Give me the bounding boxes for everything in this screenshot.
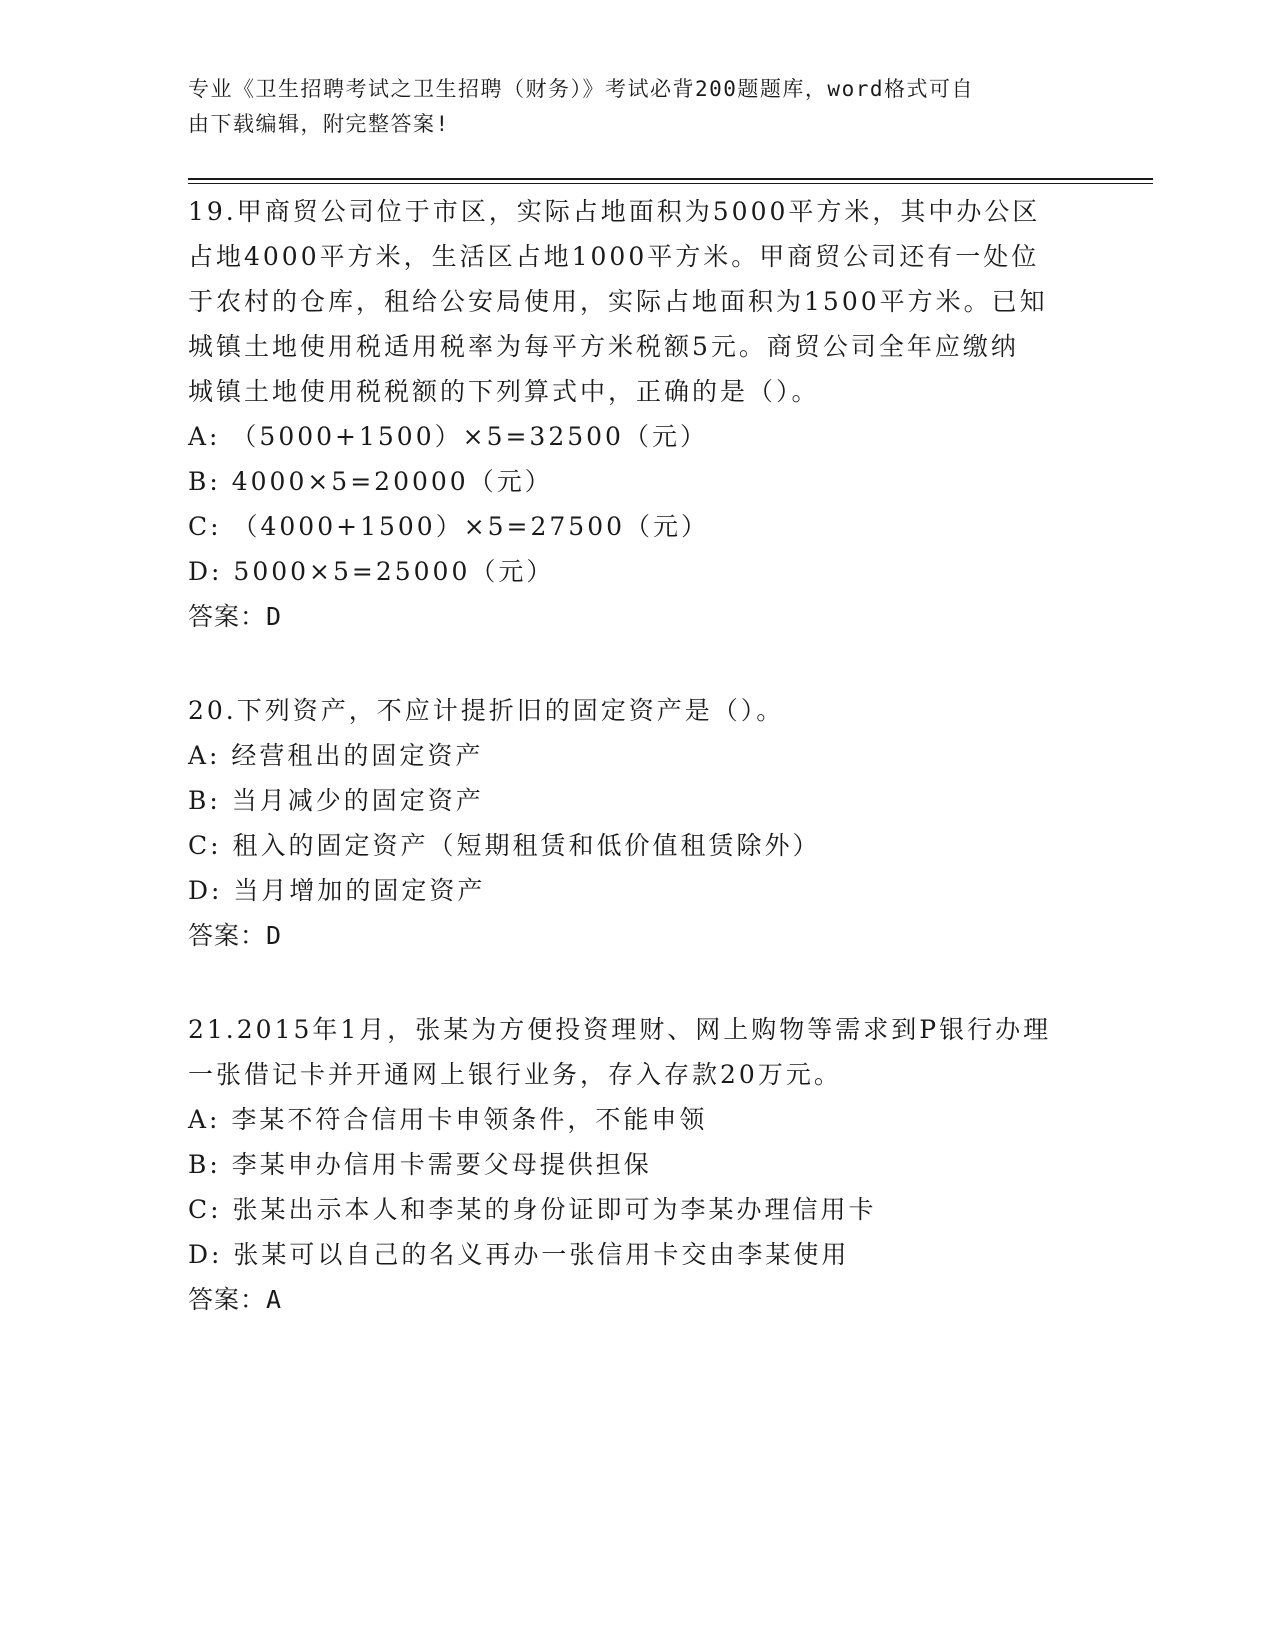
header-line-1: 专业《卫生招聘考试之卫生招聘（财务）》考试必背200题题库，word格式可自 [188, 77, 974, 101]
option-c: C: （4000+1500）×5=27500（元） [188, 512, 710, 541]
question-19 [188, 189, 1088, 640]
option-b: B: 李某申办信用卡需要父母提供担保 [188, 1150, 652, 1179]
header-divider-thick [188, 178, 1153, 180]
question-stem-line: 一张借记卡并开通网上银行业务，存入存款20万元。 [188, 1060, 842, 1089]
header-line-2: 由下载编辑，附完整答案! [188, 112, 450, 136]
option-d: D: 当月增加的固定资产 [188, 876, 486, 905]
question-stem-line: 20.下列资产，不应计提折旧的固定资产是（）。 [188, 696, 785, 725]
answer-line: 答案：D [188, 921, 283, 950]
question-stem-line: 城镇土地使用税适用税率为每平方米税额5元。商贸公司全年应缴纳 [188, 332, 1019, 361]
question-21 [188, 1007, 1088, 1323]
question-20 [188, 688, 1088, 959]
option-a: A: （5000+1500）×5=32500（元） [188, 422, 708, 451]
answer-line: 答案：A [188, 1285, 283, 1314]
option-d: D: 张某可以自己的名义再办一张信用卡交由李某使用 [188, 1240, 850, 1269]
option-d: D: 5000×5=25000（元） [188, 557, 555, 586]
answer-line: 答案：D [188, 602, 283, 631]
option-c: C: 张某出示本人和李某的身份证即可为李某办理信用卡 [188, 1195, 877, 1224]
question-stem-line: 城镇土地使用税税额的下列算式中，正确的是（）。 [188, 377, 820, 406]
header-divider-thin [188, 183, 1153, 184]
option-a: A: 经营租出的固定资产 [188, 741, 484, 770]
option-a: A: 李某不符合信用卡申领条件，不能申领 [188, 1105, 708, 1134]
option-b: B: 4000×5=20000（元） [188, 467, 553, 496]
question-stem-line: 于农村的仓库，租给公安局使用，实际占地面积为1500平方米。已知 [188, 287, 1048, 316]
question-stem-line: 21.2015年1月，张某为方便投资理财、网上购物等需求到P银行办理 [188, 1015, 1052, 1044]
document-header [188, 72, 1068, 142]
question-stem-line: 占地4000平方米，生活区占地1000平方米。甲商贸公司还有一处位 [188, 242, 1040, 271]
question-stem-line: 19.甲商贸公司位于市区，实际占地面积为5000平方米，其中办公区 [188, 197, 1041, 226]
option-c: C: 租入的固定资产（短期租赁和低价值租赁除外） [188, 831, 821, 860]
option-b: B: 当月减少的固定资产 [188, 786, 484, 815]
